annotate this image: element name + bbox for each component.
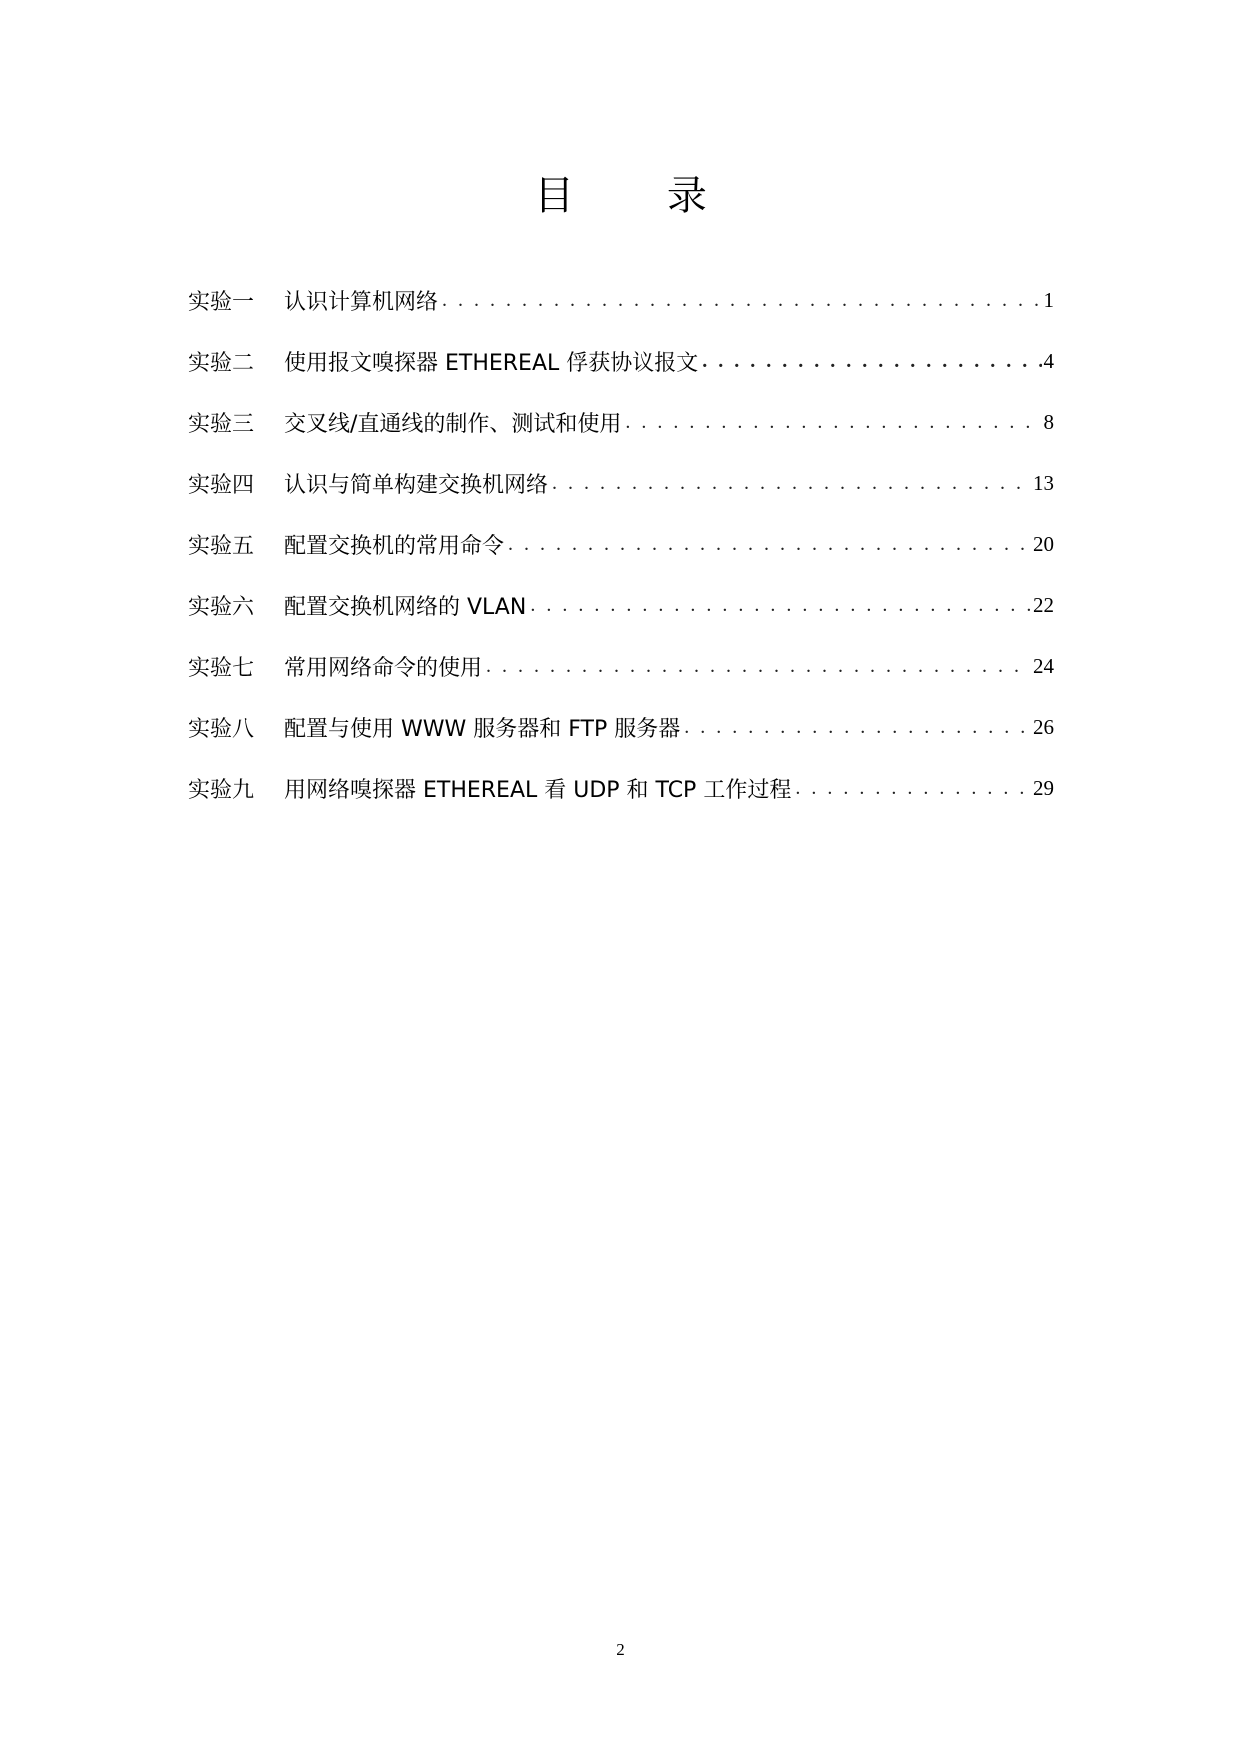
page-title: 目 录 (534, 173, 747, 219)
toc-entry-title: 用网络嗅探器 ETHEREAL 看 UDP 和 TCP 工作过程 (284, 778, 792, 803)
toc-entry-title: 常用网络命令的使用 (284, 656, 483, 681)
toc-entry-page: 29 (1033, 776, 1054, 800)
toc-dot-leader (508, 533, 1031, 556)
toc-entry[interactable] (188, 575, 1054, 636)
toc-dot-leader (684, 716, 1031, 739)
toc-entry-page: 8 (1043, 410, 1054, 434)
toc-entry-title: 配置交换机的常用命令 (284, 534, 505, 559)
toc-entry-title: 交叉线/直通线的制作、测试和使用 (284, 412, 622, 437)
toc-dot-leader (625, 411, 1041, 434)
toc-entry-page: 20 (1033, 532, 1054, 556)
toc-dot-leader (530, 594, 1031, 617)
toc-entry-title: 配置交换机网络的 VLAN (284, 595, 527, 620)
toc-entry[interactable] (188, 331, 1054, 392)
toc-entry[interactable] (188, 697, 1054, 758)
toc-entry-label: 实验八 (188, 717, 255, 742)
toc-entry-label: 实验六 (188, 595, 255, 620)
toc-entry-page: 22 (1033, 593, 1054, 617)
toc-entry-title: 认识与简单构建交换机网络 (284, 473, 549, 498)
toc-entry-label: 实验二 (188, 351, 255, 376)
toc-dot-leader (795, 777, 1031, 800)
toc-entry-page: 1 (1043, 288, 1054, 312)
toc-entry-label: 实验三 (188, 412, 255, 437)
toc-dot-leader (486, 655, 1031, 678)
toc-entry-page: 24 (1033, 654, 1054, 678)
toc-entry[interactable] (188, 270, 1054, 331)
toc-entry-label: 实验一 (188, 290, 255, 315)
toc-entry-title: 配置与使用 WWW 服务器和 FTP 服务器 (284, 717, 681, 742)
toc-entry[interactable] (188, 514, 1054, 575)
table-of-contents (188, 270, 1054, 819)
toc-entry[interactable] (188, 758, 1054, 819)
toc-entry-label: 实验五 (188, 534, 255, 559)
toc-entry[interactable] (188, 392, 1054, 453)
toc-entry-page: 26 (1033, 715, 1054, 739)
toc-dot-leader (442, 289, 1041, 312)
toc-entry-label: 实验七 (188, 656, 255, 681)
toc-entry-title: 使用报文嗅探器 ETHEREAL 俘获协议报文 (284, 351, 699, 376)
toc-entry-label: 实验四 (188, 473, 255, 498)
toc-entry[interactable] (188, 453, 1054, 514)
toc-entry-title: 认识计算机网络 (284, 290, 439, 315)
toc-entry-page: 4 (1043, 349, 1054, 373)
toc-dot-leader (552, 472, 1031, 495)
toc-entry-page: 13 (1033, 471, 1054, 495)
toc-entry[interactable] (188, 636, 1054, 697)
page-number: 2 (616, 1640, 625, 1659)
toc-entry-label: 实验九 (188, 778, 255, 803)
toc-dot-leader (702, 350, 1041, 373)
